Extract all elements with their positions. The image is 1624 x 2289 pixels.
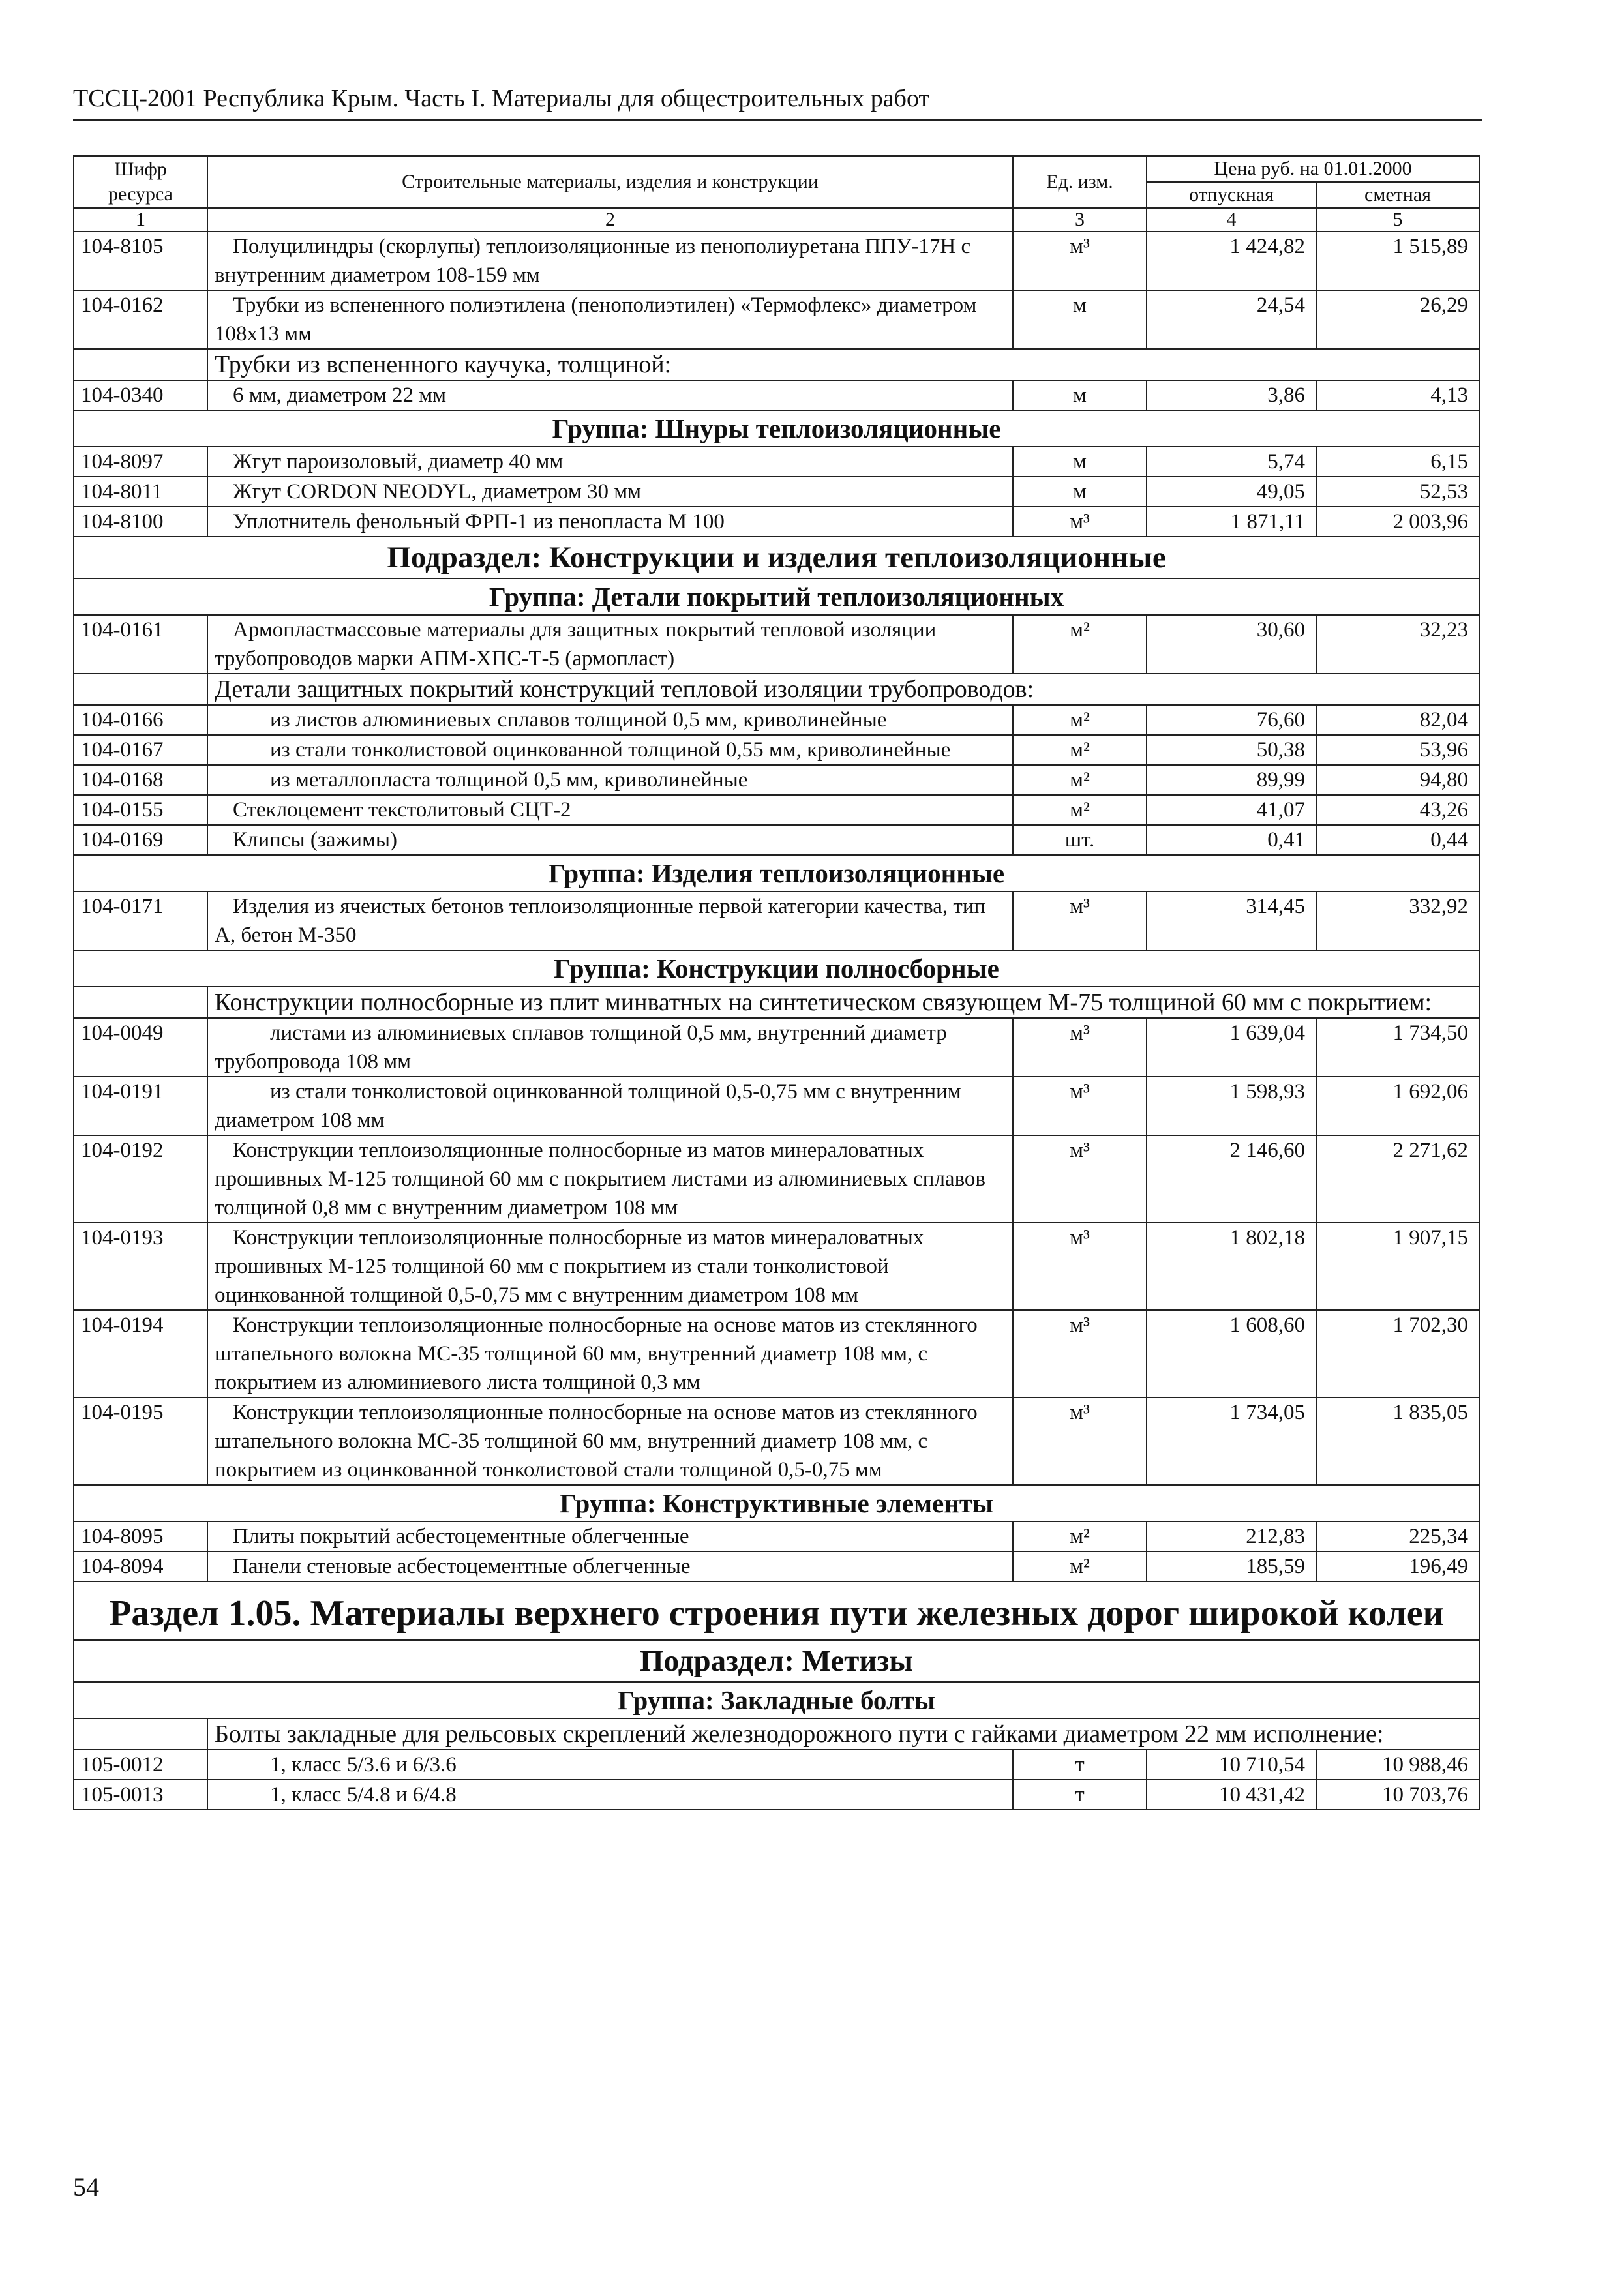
estimate-price: 1 692,06 <box>1316 1077 1479 1135</box>
material-name: Конструкции теплоизоляционные полносборные из матов минераловатных прошивных М-125 толщиной 60 мм с покрытием из стали тонколистовой оцинкованной толщиной 0,5-0,75 мм с внутренним диаметром 108 мм <box>207 1223 1013 1310</box>
material-name: Конструкции теплоизоляционные полносборные из матов минераловатных прошивных М-125 толщиной 60 мм с покрытием листами из алюминиевых сплавов толщиной 0,8 мм с внутренним диаметром 108 мм <box>207 1135 1013 1223</box>
unit: м <box>1013 447 1147 477</box>
table-row <box>74 825 1479 855</box>
unit: м³ <box>1013 1077 1147 1135</box>
table-row <box>74 1780 1479 1810</box>
material-name: из листов алюминиевых сплавов толщиной 0,5 мм, криволинейные <box>207 705 1013 735</box>
release-price: 3,86 <box>1147 380 1316 410</box>
unit: м² <box>1013 1551 1147 1581</box>
material-name: 1, класс 5/3.6 и 6/3.6 <box>207 1750 1013 1780</box>
unit: м³ <box>1013 1135 1147 1223</box>
resource-code: 104-0192 <box>74 1135 207 1223</box>
table-header-row <box>74 156 1479 182</box>
group-heading-row <box>74 578 1479 615</box>
estimate-price: 1 835,05 <box>1316 1398 1479 1485</box>
running-header: ТССЦ-2001 Республика Крым. Часть I. Материалы для общестроительных работ <box>73 83 1482 121</box>
material-name: листами из алюминиевых сплавов толщиной 0,5 мм, внутренний диаметр трубопровода 108 мм <box>207 1018 1013 1077</box>
estimate-price: 32,23 <box>1316 615 1479 674</box>
column-header-unit: Ед. изм. <box>1013 156 1147 208</box>
unit: м² <box>1013 1521 1147 1551</box>
table-row <box>74 1310 1479 1398</box>
estimate-price: 82,04 <box>1316 705 1479 735</box>
release-price: 10 431,42 <box>1147 1780 1316 1810</box>
resource-code: 104-0191 <box>74 1077 207 1135</box>
material-name: из металлопласта толщиной 0,5 мм, криволинейные <box>207 765 1013 795</box>
unit: м² <box>1013 795 1147 825</box>
estimate-price: 0,44 <box>1316 825 1479 855</box>
column-header-name: Строительные материалы, изделия и конструкции <box>207 156 1013 208</box>
resource-code: 104-0340 <box>74 380 207 410</box>
table-row <box>74 232 1479 290</box>
group-heading: Группа: Шнуры теплоизоляционные <box>74 410 1479 447</box>
table-row <box>74 795 1479 825</box>
empty-code-cell <box>74 1718 207 1750</box>
column-header-price: Цена руб. на 01.01.2000 <box>1147 156 1479 182</box>
resource-code: 104-8097 <box>74 447 207 477</box>
material-name: Трубки из вспененного полиэтилена (пенополиэтилен) «Термофлекс» диаметром 108х13 мм <box>207 290 1013 349</box>
resource-code: 104-0171 <box>74 891 207 950</box>
group-heading: Группа: Детали покрытий теплоизоляционных <box>74 578 1479 615</box>
unit: м <box>1013 380 1147 410</box>
estimate-price: 1 734,50 <box>1316 1018 1479 1077</box>
materials-table <box>73 155 1480 1810</box>
material-name: Панели стеновые асбестоцементные облегченные <box>207 1551 1013 1581</box>
estimate-price: 1 702,30 <box>1316 1310 1479 1398</box>
group-headline: Болты закладные для рельсовых скреплений железнодорожного пути с гайками диаметром 22 мм исполнение: <box>207 1718 1479 1750</box>
subsection-heading-row <box>74 537 1479 578</box>
resource-code: 104-0161 <box>74 615 207 674</box>
column-number: 3 <box>1013 208 1147 232</box>
empty-code-cell <box>74 674 207 705</box>
column-number: 4 <box>1147 208 1316 232</box>
release-price: 49,05 <box>1147 477 1316 507</box>
estimate-price: 26,29 <box>1316 290 1479 349</box>
group-headline-row <box>74 987 1479 1018</box>
empty-code-cell <box>74 987 207 1018</box>
group-heading-row <box>74 1682 1479 1718</box>
material-name: 1, класс 5/4.8 и 6/4.8 <box>207 1780 1013 1810</box>
column-number: 1 <box>74 208 207 232</box>
material-name: Стеклоцемент текстолитовый СЦТ-2 <box>207 795 1013 825</box>
release-price: 1 639,04 <box>1147 1018 1316 1077</box>
release-price: 2 146,60 <box>1147 1135 1316 1223</box>
group-headline: Детали защитных покрытий конструкций тепловой изоляции трубопроводов: <box>207 674 1479 705</box>
release-price: 5,74 <box>1147 447 1316 477</box>
resource-code: 104-8095 <box>74 1521 207 1551</box>
unit: м³ <box>1013 891 1147 950</box>
release-price: 76,60 <box>1147 705 1316 735</box>
group-headline-row <box>74 349 1479 380</box>
estimate-price: 43,26 <box>1316 795 1479 825</box>
page-number: 54 <box>73 2172 99 2202</box>
unit: м² <box>1013 615 1147 674</box>
column-header-release-price: отпускная <box>1147 182 1316 208</box>
resource-code: 104-8105 <box>74 232 207 290</box>
table-row <box>74 765 1479 795</box>
table-row <box>74 891 1479 950</box>
material-name: из стали тонколистовой оцинкованной толщиной 0,5-0,75 мм с внутренним диаметром 108 мм <box>207 1077 1013 1135</box>
release-price: 1 871,11 <box>1147 507 1316 537</box>
estimate-price: 4,13 <box>1316 380 1479 410</box>
resource-code: 105-0013 <box>74 1780 207 1810</box>
table-row <box>74 705 1479 735</box>
column-number: 5 <box>1316 208 1479 232</box>
resource-code: 104-0169 <box>74 825 207 855</box>
estimate-price: 53,96 <box>1316 735 1479 765</box>
release-price: 10 710,54 <box>1147 1750 1316 1780</box>
group-heading-row <box>74 950 1479 987</box>
table-row <box>74 290 1479 349</box>
group-headline-row <box>74 674 1479 705</box>
group-heading: Группа: Конструктивные элементы <box>74 1485 1479 1521</box>
material-name: из стали тонколистовой оцинкованной толщиной 0,55 мм, криволинейные <box>207 735 1013 765</box>
material-name: Жгут пароизоловый, диаметр 40 мм <box>207 447 1013 477</box>
material-name: Конструкции теплоизоляционные полносборные на основе матов из стеклянного штапельного волокна МС-35 толщиной 60 мм, внутренний диаметр 108 мм, с покрытием из оцинкованной тонколистовой стали толщиной 0,5-0,75 мм <box>207 1398 1013 1485</box>
estimate-price: 2 003,96 <box>1316 507 1479 537</box>
column-number: 2 <box>207 208 1013 232</box>
resource-code: 104-8100 <box>74 507 207 537</box>
empty-code-cell <box>74 349 207 380</box>
group-headline: Конструкции полносборные из плит минватных на синтетическом связующем М-75 толщиной 60 мм с покрытием: <box>207 987 1479 1018</box>
unit: м³ <box>1013 232 1147 290</box>
table-row <box>74 615 1479 674</box>
group-heading-row <box>74 855 1479 891</box>
unit: м <box>1013 477 1147 507</box>
estimate-price: 225,34 <box>1316 1521 1479 1551</box>
column-number-row <box>74 208 1479 232</box>
resource-code: 104-0194 <box>74 1310 207 1398</box>
release-price: 24,54 <box>1147 290 1316 349</box>
unit: м³ <box>1013 1223 1147 1310</box>
release-price: 314,45 <box>1147 891 1316 950</box>
unit: шт. <box>1013 825 1147 855</box>
resource-code: 104-0168 <box>74 765 207 795</box>
resource-code: 104-0166 <box>74 705 207 735</box>
release-price: 1 802,18 <box>1147 1223 1316 1310</box>
estimate-price: 332,92 <box>1316 891 1479 950</box>
subsection-heading-row <box>74 1640 1479 1682</box>
material-name: Полуцилиндры (скорлупы) теплоизоляционные из пенополиуретана ППУ-17Н с внутренним диаметром 108-159 мм <box>207 232 1013 290</box>
subsection-heading: Подраздел: Конструкции и изделия теплоизоляционные <box>74 537 1479 578</box>
table-row <box>74 380 1479 410</box>
unit: м² <box>1013 735 1147 765</box>
table-row <box>74 1223 1479 1310</box>
resource-code: 104-8011 <box>74 477 207 507</box>
unit: м <box>1013 290 1147 349</box>
resource-code: 104-0162 <box>74 290 207 349</box>
material-name: 6 мм, диаметром 22 мм <box>207 380 1013 410</box>
material-name: Плиты покрытий асбестоцементные облегченные <box>207 1521 1013 1551</box>
resource-code: 104-0155 <box>74 795 207 825</box>
release-price: 185,59 <box>1147 1551 1316 1581</box>
column-header-estimate-price: сметная <box>1316 182 1479 208</box>
section-heading: Раздел 1.05. Материалы верхнего строения пути железных дорог широкой колеи <box>74 1581 1479 1640</box>
release-price: 89,99 <box>1147 765 1316 795</box>
resource-code: 104-0167 <box>74 735 207 765</box>
estimate-price: 2 271,62 <box>1316 1135 1479 1223</box>
release-price: 1 734,05 <box>1147 1398 1316 1485</box>
estimate-price: 10 703,76 <box>1316 1780 1479 1810</box>
estimate-price: 196,49 <box>1316 1551 1479 1581</box>
unit: м² <box>1013 705 1147 735</box>
material-name: Жгут CORDON NEODYL, диаметром 30 мм <box>207 477 1013 507</box>
resource-code: 104-0195 <box>74 1398 207 1485</box>
table-row <box>74 735 1479 765</box>
table-row <box>74 447 1479 477</box>
unit: м² <box>1013 765 1147 795</box>
unit: т <box>1013 1750 1147 1780</box>
material-name: Уплотнитель фенольный ФРП-1 из пенопласта М 100 <box>207 507 1013 537</box>
table-row <box>74 507 1479 537</box>
group-headline: Трубки из вспененного каучука, толщиной: <box>207 349 1479 380</box>
release-price: 212,83 <box>1147 1521 1316 1551</box>
unit: м³ <box>1013 1398 1147 1485</box>
resource-code: 104-0049 <box>74 1018 207 1077</box>
estimate-price: 52,53 <box>1316 477 1479 507</box>
estimate-price: 10 988,46 <box>1316 1750 1479 1780</box>
table-row <box>74 1398 1479 1485</box>
group-heading-row <box>74 1485 1479 1521</box>
table-row <box>74 477 1479 507</box>
table-row <box>74 1521 1479 1551</box>
unit: м³ <box>1013 1310 1147 1398</box>
release-price: 0,41 <box>1147 825 1316 855</box>
table-row <box>74 1551 1479 1581</box>
material-name: Изделия из ячеистых бетонов теплоизоляционные первой категории качества, тип А, бетон М-350 <box>207 891 1013 950</box>
unit: м³ <box>1013 1018 1147 1077</box>
resource-code: 105-0012 <box>74 1750 207 1780</box>
material-name: Клипсы (зажимы) <box>207 825 1013 855</box>
material-name: Конструкции теплоизоляционные полносборные на основе матов из стеклянного штапельного волокна МС-35 толщиной 60 мм, внутренний диаметр 108 мм, с покрытием из алюминиевого листа толщиной 0,3 мм <box>207 1310 1013 1398</box>
release-price: 41,07 <box>1147 795 1316 825</box>
estimate-price: 1 907,15 <box>1316 1223 1479 1310</box>
table-row <box>74 1018 1479 1077</box>
group-heading-row <box>74 410 1479 447</box>
group-headline-row <box>74 1718 1479 1750</box>
resource-code: 104-0193 <box>74 1223 207 1310</box>
table-row <box>74 1077 1479 1135</box>
group-heading: Группа: Изделия теплоизоляционные <box>74 855 1479 891</box>
release-price: 1 424,82 <box>1147 232 1316 290</box>
subsection-heading: Подраздел: Метизы <box>74 1640 1479 1682</box>
group-heading: Группа: Конструкции полносборные <box>74 950 1479 987</box>
column-header-code: Шифр ресурса <box>74 156 207 208</box>
table-row <box>74 1135 1479 1223</box>
resource-code: 104-8094 <box>74 1551 207 1581</box>
group-heading: Группа: Закладные болты <box>74 1682 1479 1718</box>
section-heading-row <box>74 1581 1479 1640</box>
estimate-price: 1 515,89 <box>1316 232 1479 290</box>
release-price: 1 608,60 <box>1147 1310 1316 1398</box>
release-price: 1 598,93 <box>1147 1077 1316 1135</box>
release-price: 50,38 <box>1147 735 1316 765</box>
release-price: 30,60 <box>1147 615 1316 674</box>
estimate-price: 6,15 <box>1316 447 1479 477</box>
unit: м³ <box>1013 507 1147 537</box>
estimate-price: 94,80 <box>1316 765 1479 795</box>
unit: т <box>1013 1780 1147 1810</box>
table-row <box>74 1750 1479 1780</box>
material-name: Армопластмассовые материалы для защитных покрытий тепловой изоляции трубопроводов марки АПМ-ХПС-Т-5 (армопласт) <box>207 615 1013 674</box>
